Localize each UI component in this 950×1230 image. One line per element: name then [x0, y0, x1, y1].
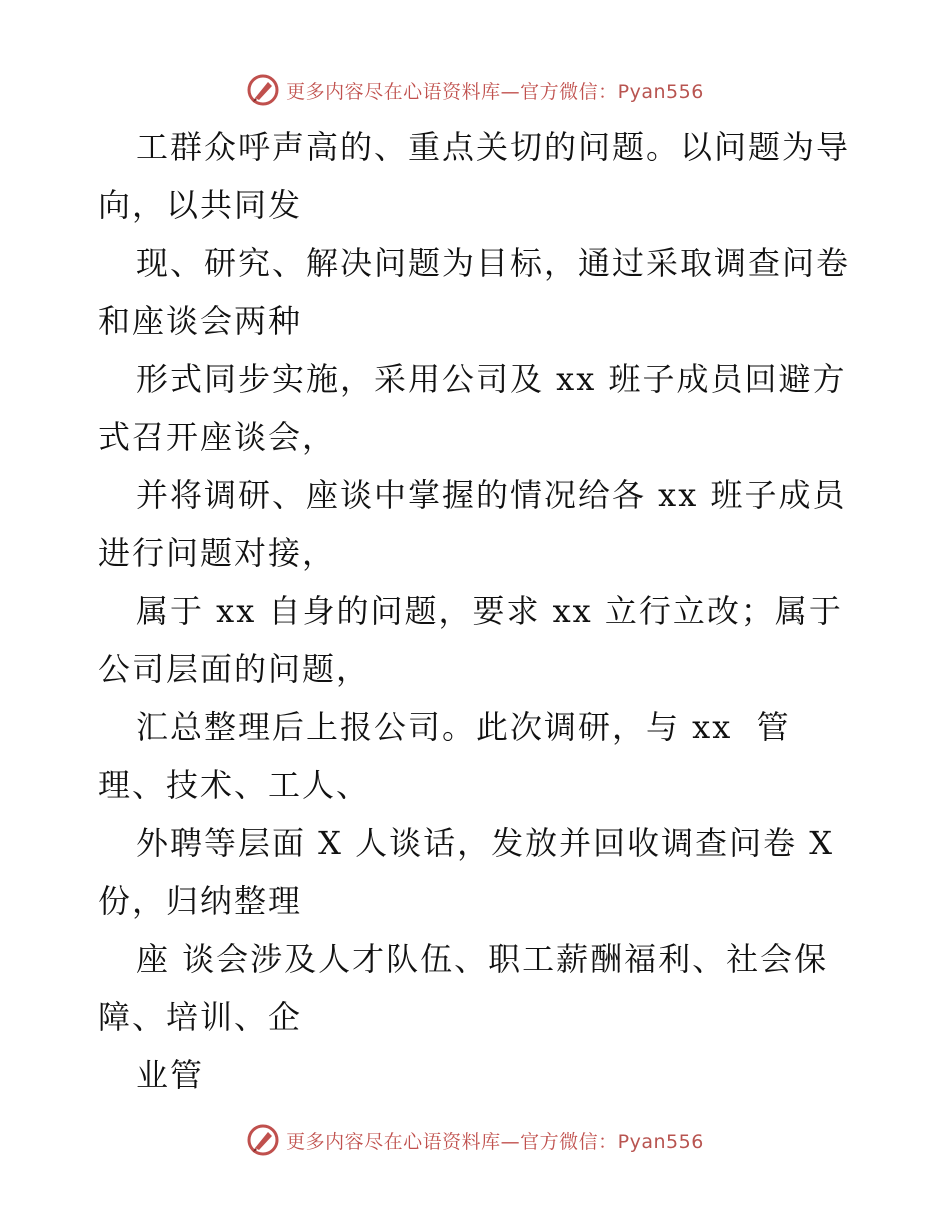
paragraph: 形式同步实施，采用公司及 xx 班子成员回避方式召开座谈会， [98, 360, 847, 456]
watermark-label: 更多内容尽在心语资料库—官方微信： [286, 1130, 618, 1153]
paragraph: 现、研究、解决问题为目标，通过采取调查问卷和座谈会两种 [98, 244, 851, 340]
paragraph: 属于 xx 自身的问题，要求 xx 立行立改；属于公司层面的问题， [98, 592, 843, 688]
footer-watermark [0, 1120, 950, 1160]
header-watermark [0, 70, 950, 110]
pen-logo-icon [246, 73, 280, 107]
pen-logo-icon [246, 1123, 280, 1157]
watermark-account: Pyan556 [617, 80, 704, 103]
watermark-text [286, 1127, 704, 1154]
watermark-text [286, 77, 704, 104]
watermark-account: Pyan556 [617, 1130, 704, 1153]
paragraph: 工群众呼声高的、重点关切的问题。以问题为导向，以共同发 [98, 128, 851, 224]
paragraph: 并将调研、座谈中掌握的情况给各 xx 班子成员进行问题对接， [98, 476, 847, 572]
document-body [98, 118, 858, 1104]
paragraph: 业管 [136, 1056, 205, 1094]
paragraph: 汇总整理后上报公司。此次调研，与 xx 管 理、技术、工人、 [98, 708, 803, 804]
paragraph: 座 谈会涉及人才队伍、职工薪酬福利、社会保障、培训、企 [98, 940, 829, 1036]
watermark-label: 更多内容尽在心语资料库—官方微信： [286, 80, 618, 103]
paragraph: 外聘等层面 X 人谈话，发放并回收调查问卷 X 份，归纳整理 [98, 824, 847, 920]
